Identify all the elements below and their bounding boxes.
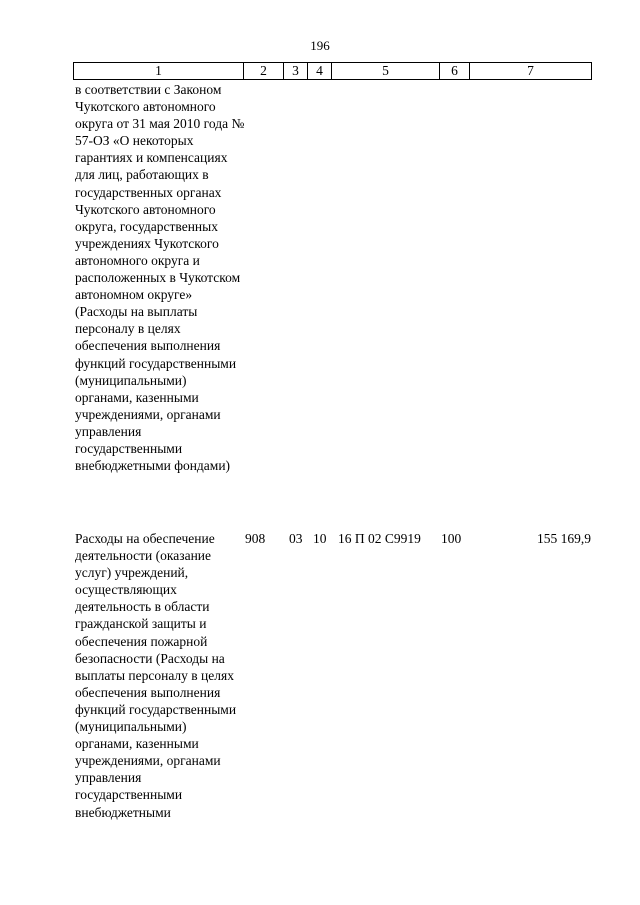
row-expense-type: 100 xyxy=(441,531,462,546)
row-description: в соответствии с Законом Чукотского автономного округа от 31 мая 2010 года № 57-ОЗ «О некоторых гарантиях и компенсациях для лиц, работающих в государственных органах Чукотского автономного округа, государственных учреждениях Чукотского автономного округа и расположенных в Чукотском автономном округе» (Расходы на выплаты персоналу в целях обеспечения выполнения функций государственными (муниципальными) органами, казенными учреждениями, органами управления государственными внебюджетными фондами) xyxy=(75,82,245,474)
column-header-table xyxy=(73,62,592,80)
row-subsection-code: 10 xyxy=(313,531,327,546)
page-number: 196 xyxy=(310,38,330,53)
row-description: Расходы на обеспечение деятельности (оказание услуг) учреждений, осуществляющих деятельность в области гражданской защиты и обеспечения пожарной безопасности (Расходы на выплаты персоналу в целях обеспечения выполнения функций государственными (муниципальными) органами, казенными учреждениями, органами управления государственными внебюджетными xyxy=(75,531,237,820)
header-col-4: 4 xyxy=(308,63,332,80)
row-amount: 155 169,9 xyxy=(537,531,591,546)
header-col-3: 3 xyxy=(284,63,308,80)
header-col-7: 7 xyxy=(470,63,592,80)
header-col-1: 1 xyxy=(74,63,244,80)
row-target-article: 16 П 02 С9919 xyxy=(338,531,421,546)
row-section-code: 03 xyxy=(289,531,303,546)
header-col-6: 6 xyxy=(440,63,470,80)
header-col-2: 2 xyxy=(244,63,284,80)
header-col-5: 5 xyxy=(332,63,440,80)
row-department-code: 908 xyxy=(245,531,266,546)
header-row xyxy=(74,63,592,80)
